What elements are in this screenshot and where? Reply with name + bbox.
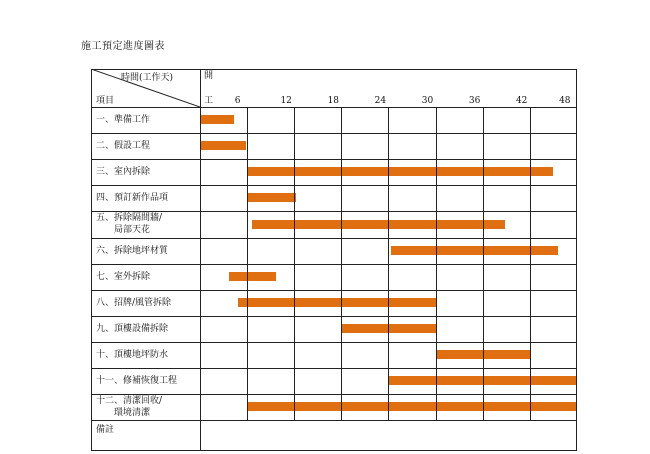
tick-label: 6 [234, 96, 241, 106]
task-label [96, 114, 150, 126]
task-label-text: 七、室外拆除 [96, 272, 151, 282]
header-diagonal-line [91, 69, 200, 107]
tick-label: 12 [280, 96, 292, 106]
row-divider [91, 420, 577, 421]
row-divider [91, 133, 577, 134]
tick-label: 18 [327, 96, 340, 106]
remarks-label: 備註 [96, 425, 115, 435]
row-divider [91, 238, 577, 239]
task-label-text: 四、預訂新作品項 [96, 193, 169, 203]
row-divider [91, 368, 577, 369]
row-divider [91, 185, 577, 186]
gantt-bar [248, 193, 296, 202]
task-label-text: 八、招牌/風管拆除 [96, 298, 172, 308]
task-label [96, 166, 150, 178]
task-label [96, 375, 177, 387]
task-label-text: 十、頂樓地坪防水 [96, 350, 169, 360]
row-divider [91, 394, 577, 395]
diagonal-stroke [91, 69, 200, 107]
task-label-text: 二、假設工程 [96, 141, 151, 151]
tick-label: 30 [421, 96, 434, 106]
task-label-text: 三、室內拆除 [96, 167, 151, 177]
row-divider [91, 211, 577, 212]
document-title: 施工預定進度圖表 [81, 41, 165, 52]
task-label [96, 212, 162, 236]
gantt-bar [252, 220, 505, 229]
task-label-line: 局部天花 [114, 225, 151, 235]
task-label [96, 192, 168, 204]
gantt-bar [201, 115, 234, 124]
row-divider [91, 159, 577, 160]
task-label-text: 六、拆除地坪材質 [96, 246, 169, 256]
row-divider [91, 342, 577, 343]
tick-label: 48 [559, 96, 571, 106]
row-divider [91, 316, 577, 317]
task-label [96, 140, 150, 152]
task-label-line: 環境清潔 [114, 408, 151, 418]
task-label [96, 395, 162, 419]
task-label [96, 245, 168, 257]
task-label-line: 五、拆除隔間牆/ [96, 213, 163, 223]
tick-label: 36 [468, 96, 481, 106]
time-header-label: 時間(工作天) [121, 73, 174, 83]
task-label-text: 一、準備工作 [96, 115, 151, 125]
task-label [96, 297, 171, 309]
task-label-line: 十二、清潔回收/ [96, 396, 163, 406]
item-header-label: 項目 [96, 96, 115, 106]
row-divider [91, 264, 577, 265]
gantt-bar [229, 272, 276, 281]
start-label-top: 開 [204, 71, 214, 81]
task-label-text: 九、頂樓設備拆除 [96, 324, 169, 334]
tick-label: 42 [515, 96, 528, 106]
task-label-text: 十一、修補恢復工程 [96, 376, 178, 386]
row-divider [91, 290, 577, 291]
table-border-bottom [91, 450, 577, 451]
gantt-bar [201, 141, 246, 150]
gantt-bar [391, 246, 558, 255]
gantt-bar [238, 298, 436, 307]
header-divider [91, 107, 577, 108]
start-label-bottom: 工 [204, 96, 214, 106]
gantt-bar [342, 324, 436, 333]
task-label [96, 323, 168, 335]
schedule-table [91, 69, 577, 451]
task-label [96, 271, 150, 283]
tick-label: 24 [374, 96, 387, 106]
task-label [96, 349, 168, 361]
gantt-bar [247, 402, 576, 411]
